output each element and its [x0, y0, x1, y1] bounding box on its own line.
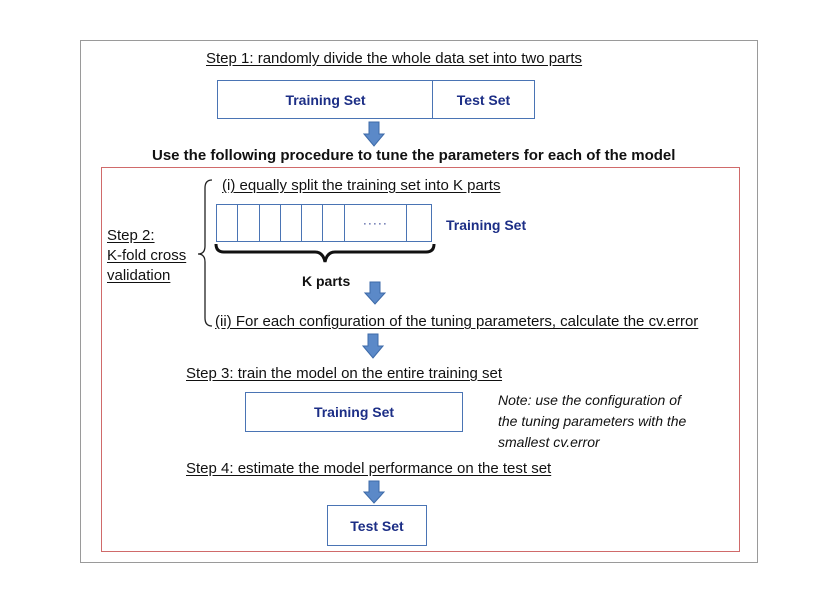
fold-cell	[281, 205, 302, 241]
substep-i-label: (i) equally split the training set into K parts	[222, 177, 501, 194]
fold-cell	[238, 205, 259, 241]
k-parts-label: K parts	[302, 273, 351, 289]
step3-note-line1: Note: use the configuration of	[498, 392, 681, 408]
down-arrow-icon	[362, 333, 384, 359]
step1-test-set-box: Test Set	[432, 80, 535, 119]
step1-label: Step 1: randomly divide the whole data set into two parts	[206, 50, 583, 67]
folds-dots: ·····	[362, 216, 388, 230]
fold-cell	[407, 205, 431, 241]
step2-label-line2: K-fold cross	[107, 247, 187, 264]
step2-label-line1: Step 2:	[107, 227, 155, 244]
step4-test-set-box: Test Set	[327, 505, 427, 546]
step2-left-brace	[196, 178, 214, 328]
step1-training-set-box: Training Set	[217, 80, 434, 119]
substep-ii-label: (ii) For each configuration of the tuning parameters, calculate the cv.error	[215, 313, 699, 330]
fold-cell	[260, 205, 281, 241]
down-arrow-icon	[363, 480, 385, 504]
procedure-heading: Use the following procedure to tune the parameters for each of the model	[152, 147, 676, 164]
fold-cell	[217, 205, 238, 241]
step2-label-line3: validation	[107, 267, 171, 284]
k-folds-bar	[216, 204, 432, 242]
step3-note-line3: smallest cv.error	[498, 434, 600, 450]
down-arrow-icon	[364, 281, 386, 305]
down-arrow-icon	[363, 121, 385, 147]
step3-label: Step 3: train the model on the entire training set	[186, 365, 503, 382]
fold-ellipsis-cell	[345, 205, 407, 241]
fold-cell	[323, 205, 344, 241]
step3-training-set-box: Training Set	[245, 392, 463, 432]
step3-note-line2: the tuning parameters with the	[498, 413, 687, 429]
step4-label: Step 4: estimate the model performance on the test set	[186, 460, 552, 477]
k-parts-brace	[214, 242, 436, 268]
folds-training-set-label: Training Set	[446, 217, 527, 233]
fold-cell	[302, 205, 323, 241]
